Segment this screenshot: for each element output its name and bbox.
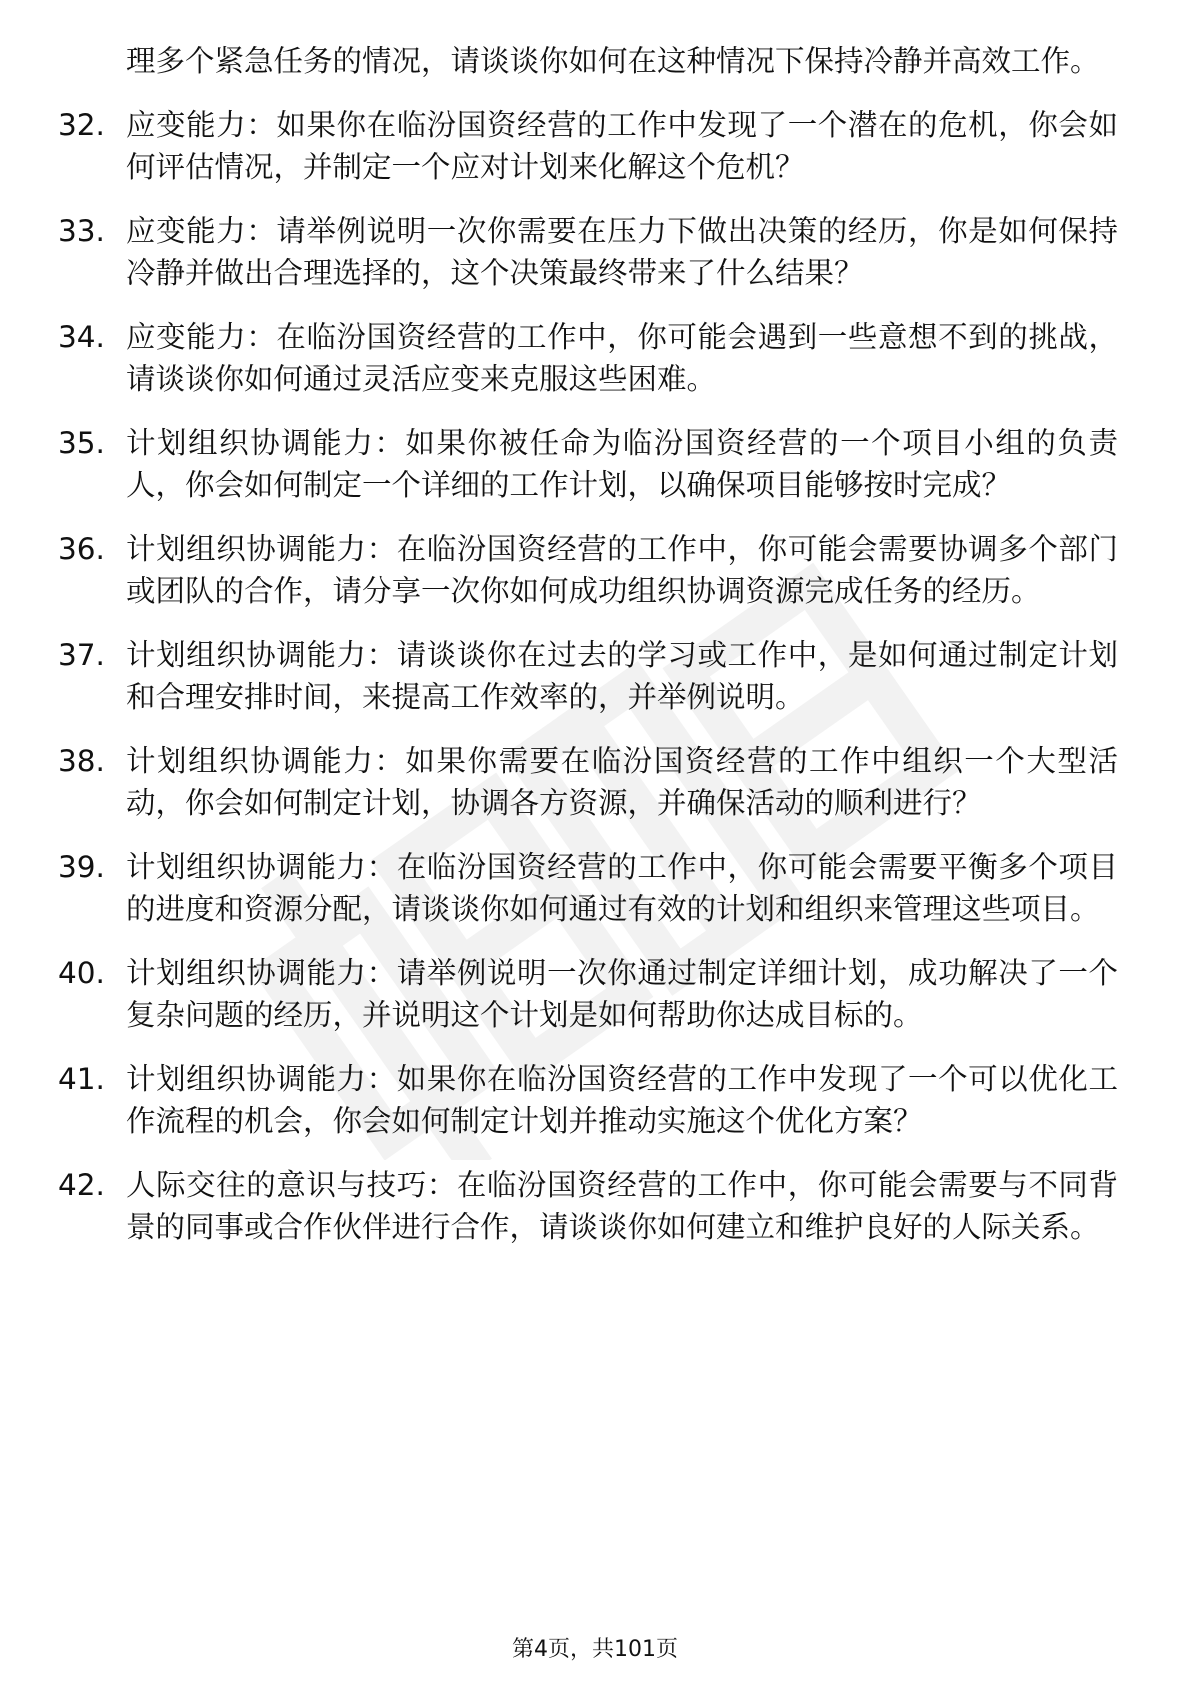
question-item — [58, 1164, 1118, 1248]
question-text: 应变能力：在临汾国资经营的工作中，你可能会遇到一些意想不到的挑战，请谈谈你如何通过灵活应变来克服这些困难。 — [126, 320, 1118, 396]
page-footer: 第4页，共101页 — [512, 1637, 678, 1662]
question-number: 35. — [58, 426, 105, 460]
question-text: 人际交往的意识与技巧：在临汾国资经营的工作中，你可能会需要与不同背景的同事或合作伙伴进行合作，请谈谈你如何建立和维护良好的人际关系。 — [126, 1168, 1118, 1244]
question-item — [58, 952, 1118, 1036]
question-text: 应变能力：请举例说明一次你需要在压力下做出决策的经历，你是如何保持冷静并做出合理选择的，这个决策最终带来了什么结果？ — [126, 214, 1118, 290]
question-text: 计划组织协调能力：请谈谈你在过去的学习或工作中，是如何通过制定计划和合理安排时间，来提高工作效率的，并举例说明。 — [126, 638, 1118, 714]
question-number: 33. — [58, 214, 105, 248]
question-item — [58, 316, 1118, 400]
question-text: 应变能力：如果你在临汾国资经营的工作中发现了一个潜在的危机，你会如何评估情况，并制定一个应对计划来化解这个危机？ — [126, 108, 1118, 184]
question-number: 40. — [58, 956, 105, 990]
question-number: 36. — [58, 532, 105, 566]
question-item — [58, 528, 1118, 612]
question-text: 计划组织协调能力：如果你被任命为临汾国资经营的一个项目小组的负责人，你会如何制定一个详细的工作计划，以确保项目能够按时完成？ — [126, 426, 1118, 502]
question-item — [58, 210, 1118, 294]
question-item — [58, 422, 1118, 506]
question-text: 计划组织协调能力：在临汾国资经营的工作中，你可能会需要协调多个部门或团队的合作，请分享一次你如何成功组织协调资源完成任务的经历。 — [126, 532, 1118, 608]
question-number: 34. — [58, 320, 105, 354]
question-item — [58, 634, 1118, 718]
question-number: 38. — [58, 744, 105, 778]
question-item — [58, 740, 1118, 824]
question-item — [58, 104, 1118, 188]
question-list — [58, 40, 1118, 1270]
continued-question-text: 理多个紧急任务的情况，请谈谈你如何在这种情况下保持冷静并高效工作。 — [126, 44, 1100, 78]
question-item — [58, 846, 1118, 930]
question-number: 39. — [58, 850, 105, 884]
question-number: 32. — [58, 108, 105, 142]
question-text: 计划组织协调能力：如果你在临汾国资经营的工作中发现了一个可以优化工作流程的机会，你会如何制定计划并推动实施这个优化方案？ — [126, 1062, 1118, 1138]
question-text: 计划组织协调能力：在临汾国资经营的工作中，你可能会需要平衡多个项目的进度和资源分配，请谈谈你如何通过有效的计划和组织来管理这些项目。 — [126, 850, 1118, 926]
question-text: 计划组织协调能力：请举例说明一次你通过制定详细计划，成功解决了一个复杂问题的经历，并说明这个计划是如何帮助你达成目标的。 — [126, 956, 1118, 1032]
question-number: 41. — [58, 1062, 105, 1096]
question-item — [58, 1058, 1118, 1142]
question-text: 计划组织协调能力：如果你需要在临汾国资经营的工作中组织一个大型活动，你会如何制定计划，协调各方资源，并确保活动的顺利进行？ — [126, 744, 1118, 820]
question-number: 42. — [58, 1168, 105, 1202]
question-number: 37. — [58, 638, 105, 672]
